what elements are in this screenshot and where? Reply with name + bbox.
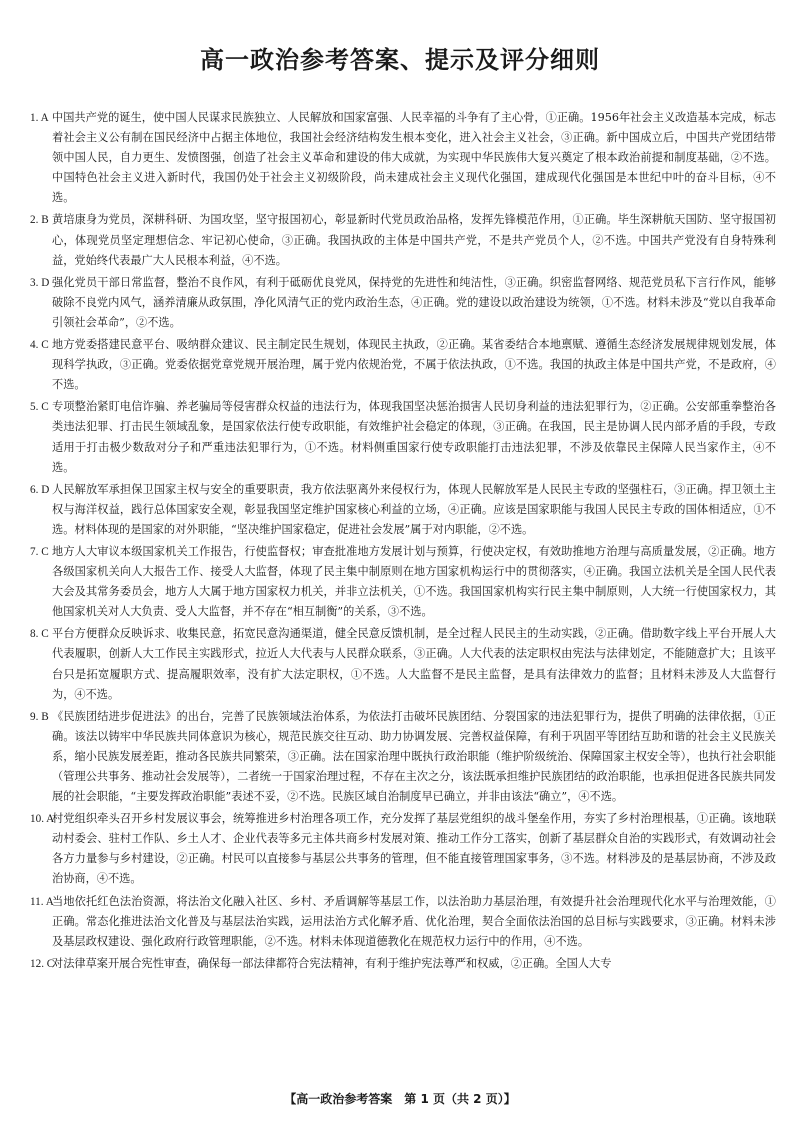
answer-explanation: 当地依托红色法治资源，将法治文化融入社区、乡村、矛盾调解等基层工作，以法治助力基层治理，有效提升社会治理现代化水平与治理效能，①正确。常态化推进法治文化普及与基层法治实践，运用法治方式化解矛盾、优化治理，契合全面依法治国的总目标与实践要求，③正确。材料未涉及基层政权建设、强化政府行政管理职能，②不选。材料未体现道德教化在规范权力运行中的作用，④不选。 <box>52 894 776 948</box>
answer-explanation: 平台方便群众反映诉求、收集民意，拓宽民意沟通渠道，健全民意反馈机制，是全过程人民民主的生动实践，②正确。借助数字线上平台开展人大代表履职，创新人大工作民主实践形式，拉近人大代表与人民群众联系，③正确。人大代表的法定职权由宪法与法律划定，不能随意扩大；且该平台只是拓宽履职方式、提高履职效率，没有扩大法定职权，①不选。人大监督不是民主监督，是具有法律效力的监督；且材料未涉及人大监督行为，④不选。 <box>52 627 776 701</box>
answer-explanation: 强化党员干部日常监督，整治不良作风，有利于砥砺优良党风，保持党的先进性和纯洁性，③正确。织密监督网络、规范党员私下言行作风，能够破除不良党内风气，涵养清廉从政氛围，净化风清气正的党内政治生态，④正确。党的建设以政治建设为统领，①不选。材料未涉及“党以自我革命引领社会革命”，②不选。 <box>52 275 776 329</box>
answer-number: 11. A <box>30 895 54 908</box>
answer-number: 3. D <box>30 276 50 289</box>
answer-item <box>30 335 776 395</box>
answer-number: 8. C <box>30 628 49 641</box>
answer-number: 7. C <box>30 545 49 558</box>
answer-item <box>30 273 776 333</box>
answer-item <box>30 397 776 477</box>
answer-explanation: 专项整治紧盯电信诈骗、养老骗局等侵害群众权益的违法行为，体现我国坚决惩治损害人民切身利益的违法犯罪行为，②正确。公安部重拳整治各类违法犯罪、打击民生领域乱象，是国家依法行使专政职能，有效维护社会稳定的体现，③正确。在我国，民主是协调人民内部矛盾的手段，专政适用于打击极少数敌对分子和严重违法犯罪行为，①不选。材料侧重国家行使专政职能打击违法犯罪，不涉及依靠民主保障人民当家作主，④不选。 <box>52 400 776 474</box>
answer-number: 6. D <box>30 483 50 496</box>
answer-number: 12. C <box>30 957 55 970</box>
answer-list <box>30 108 776 976</box>
answer-number: 1. A <box>30 112 49 124</box>
answer-item <box>30 892 776 952</box>
answer-explanation: 黄培康身为党员，深耕科研、为国攻坚，坚守报国初心，彰显新时代党员政治品格，发挥先锋模范作用，①正确。毕生深耕航天国防、坚守报国初心，体现党员坚定理想信念、牢记初心使命，③正确。我国执政的主体是中国共产党，不是共产党员个人，②不选。中国共产党没有自身特殊利益，党始终代表最广大人民根本利益，④不选。 <box>52 213 776 267</box>
answer-item <box>30 707 776 807</box>
answer-explanation: 《民族团结进步促进法》的出台，完善了民族领域法治体系，为依法打击破坏民族团结、分裂国家的违法犯罪行为，提供了明确的法律依据，①正确。该法以铸牢中华民族共同体意识为核心，规范民族交往互动、助力协调发展、完善权益保障，有利于巩固平等团结互助和谐的社会主义民族关系，缩小民族发展差距，推动各民族共同繁荣，③正确。法在国家治理中既执行政治职能（维护阶级统治、保障国家主权安全等），也执行社会职能（管理公共事务、推动社会发展等），二者统一于国家治理过程，不存在主次之分，该法既承担维护民族团结的政治职能，也承担促进各民族共同发展的社会职能，“主要发挥政治职能”表述不妥，②不选。民族区域自治制度早已确立，并非由该法“确立”，④不选。 <box>52 709 776 804</box>
answer-number: 4. C <box>30 339 49 352</box>
answer-explanation: 村党组织牵头召开乡村发展议事会，统筹推进乡村治理各项工作，充分发挥了基层党组织的战斗堡垒作用，夯实了乡村治理根基，①正确。该地联动村委会、驻村工作队、乡土人才、企业代表等多元主体共商乡村发展对策、推动工作分工落实，创新了基层群众自治的实践形式，有效调动社会各方力量参与乡村建设，②正确。村民可以直接参与基层公共事务的管理，但不能直接管理国家事务，③不选。材料涉及的是基层协商，不涉及政治协商，④不选。 <box>52 812 776 886</box>
answer-item <box>30 954 776 974</box>
answer-item <box>30 542 776 622</box>
answer-item <box>30 210 776 270</box>
answer-explanation: 对法律草案开展合宪性审查，确保每一部法律都符合宪法精神，有利于维护宪法尊严和权威，②正确。全国人大专 <box>52 956 612 970</box>
answer-item <box>30 809 776 889</box>
answer-item <box>30 624 776 704</box>
answer-explanation: 中国共产党的诞生，使中国人民谋求民族独立、人民解放和国家富强、人民幸福的斗争有了主心骨，①正确。1956年社会主义改造基本完成，标志着社会主义公有制在国民经济中占据主体地位，我国社会经济结构发生根本变化，进入社会主义社会，③正确。新中国成立后，中国共产党团结带领中国人民，自力更生、发愤图强，创造了社会主义革命和建设的伟大成就，为实现中华民族伟大复兴奠定了根本政治前提和制度基础，②不选。中国特色社会主义进入新时代，我国仍处于社会主义初级阶段，尚未建成社会主义现代化强国，建成现代化强国是本世纪中叶的奋斗目标，④不选。 <box>52 111 776 205</box>
answer-number: 5. C <box>30 401 49 414</box>
answer-explanation: 人民解放军承担保卫国家主权与安全的重要职责，我方依法驱离外来侵权行为，体现人民解放军是人民民主专政的坚强柱石，③正确。捍卫领土主权与海洋权益，践行总体国家安全观，彰显我国坚定维护国家核心利益的立场，④正确。应该是国家职能与我国人民民主专政的国体相适应，①不选。材料体现的是国家的对外职能，“坚决维护国家稳定，促进社会发展”属于对内职能，②不选。 <box>52 482 776 536</box>
answer-explanation: 地方党委搭建民意平台、吸纳群众建议、民主制定民生规划，体现民主执政，②正确。某省委结合本地禀赋、遵循生态经济发展规律规划发展，体现科学执政，③正确。党委依据党章党规开展治理，属于党内依规治党，不属于依法执政，①不选。我国的执政主体是中国共产党，不是政府，④不选。 <box>52 338 776 392</box>
answer-explanation: 地方人大审议本级国家机关工作报告，行使监督权；审查批准地方发展计划与预算，行使决定权，有效助推地方治理与高质量发展，②正确。地方各级国家机关向人大报告工作、接受人大监督，体现了民主集中制原则在地方国家机构运行中的贯彻落实，④正确。我国立法机关是全国人民代表大会及其常务委员会，地方人大属于地方国家权力机关，并非立法机关，①不选。我国国家机构实行民主集中制原则，人大统一行使国家权力，其他国家机关对人大负责、受人大监督，并不存在“相互制衡”的关系，③不选。 <box>52 544 776 619</box>
answer-number: 9. B <box>30 710 49 723</box>
answer-number: 10. A <box>30 813 55 826</box>
page-footer: 【高一政治参考答案 第 1 页（共 2 页）】 <box>284 1092 516 1106</box>
answer-number: 2. B <box>30 214 49 227</box>
answer-item <box>30 108 776 208</box>
answer-item <box>30 480 776 540</box>
page-title: 高一政治参考答案、提示及评分细则 <box>200 46 600 74</box>
